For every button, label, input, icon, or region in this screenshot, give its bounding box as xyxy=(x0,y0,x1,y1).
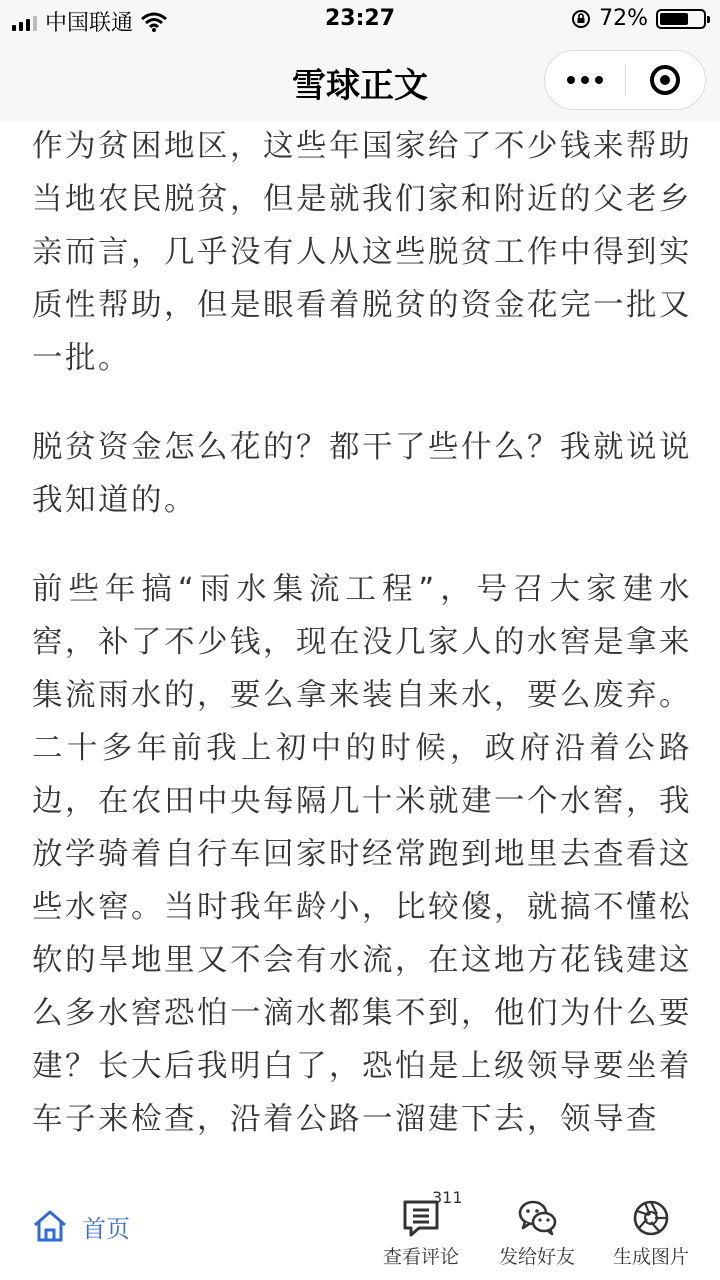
generate-image-button[interactable] xyxy=(596,1194,706,1280)
article-paragraph: 作为贫困地区，这些年国家给了不少钱来帮助当地农民脱贫，但是就我们家和附近的父老乡亲而言，几乎没有人从这些脱贫工作中得到实质性帮助，但是眼看着脱贫的资金花完一批又一批。 xyxy=(32,129,692,376)
status-right xyxy=(571,6,706,31)
view-comments-button[interactable] xyxy=(366,1188,476,1280)
share-friend-button[interactable] xyxy=(482,1194,592,1280)
battery-icon xyxy=(656,9,706,29)
generate-image-label: 生成图片 xyxy=(612,1246,689,1268)
share-friend-label: 发给好友 xyxy=(498,1246,575,1268)
close-button[interactable] xyxy=(626,51,706,109)
ellipsis-dot xyxy=(595,76,603,84)
home-tab[interactable] xyxy=(32,1208,130,1244)
wechat-icon xyxy=(517,1198,557,1238)
comment-count-badge: 311 xyxy=(432,1188,463,1207)
ellipsis-icon xyxy=(567,76,575,84)
carrier-label: 中国联通 xyxy=(45,11,134,36)
status-time: 23:27 xyxy=(324,6,396,31)
article-body xyxy=(32,122,692,1192)
article-paragraph: 前些年搞“雨水集流工程”，号召大家建水窖，补了不少钱，现在没几家人的水窖是拿来集流雨水的，要么拿来装自来水，要么废弃。二十多年前我上初中的时候，政府沿着公路边，在农田中央每隔几十米就建一个水窖，我放学骑着自行车回家时经常跑到地里去查看这些水窖。当时我年龄小，比较傻，就搞不懂松软的旱地里又不会有水流，在这地方花钱建这么多水窖恐怕一滴水都集不到，他们为什么要建？长大后我明白了，恐怕是上级领导要坐着车子来检查，沿着公路一溜建下去，领导查 xyxy=(32,572,692,1137)
mini-program-capsule xyxy=(544,50,706,110)
battery-fill xyxy=(660,13,688,25)
more-button[interactable] xyxy=(545,51,625,109)
home-icon xyxy=(32,1208,68,1244)
aperture-icon xyxy=(631,1198,671,1238)
home-tab-label: 首页 xyxy=(82,1214,130,1243)
rotation-lock-icon xyxy=(571,9,591,29)
page-title: 雪球正文 xyxy=(292,66,428,106)
status-bar xyxy=(0,0,720,40)
ellipsis-dot xyxy=(581,76,589,84)
view-comments-label: 查看评论 xyxy=(382,1246,459,1268)
bottom-tab-bar xyxy=(0,1188,720,1280)
nav-bar xyxy=(0,40,720,122)
target-close-icon xyxy=(650,65,680,95)
article-paragraph: 脱贫资金怎么花的？都干了些什么？我就说说我知道的。 xyxy=(32,430,692,518)
battery-percent: 72% xyxy=(599,6,648,31)
